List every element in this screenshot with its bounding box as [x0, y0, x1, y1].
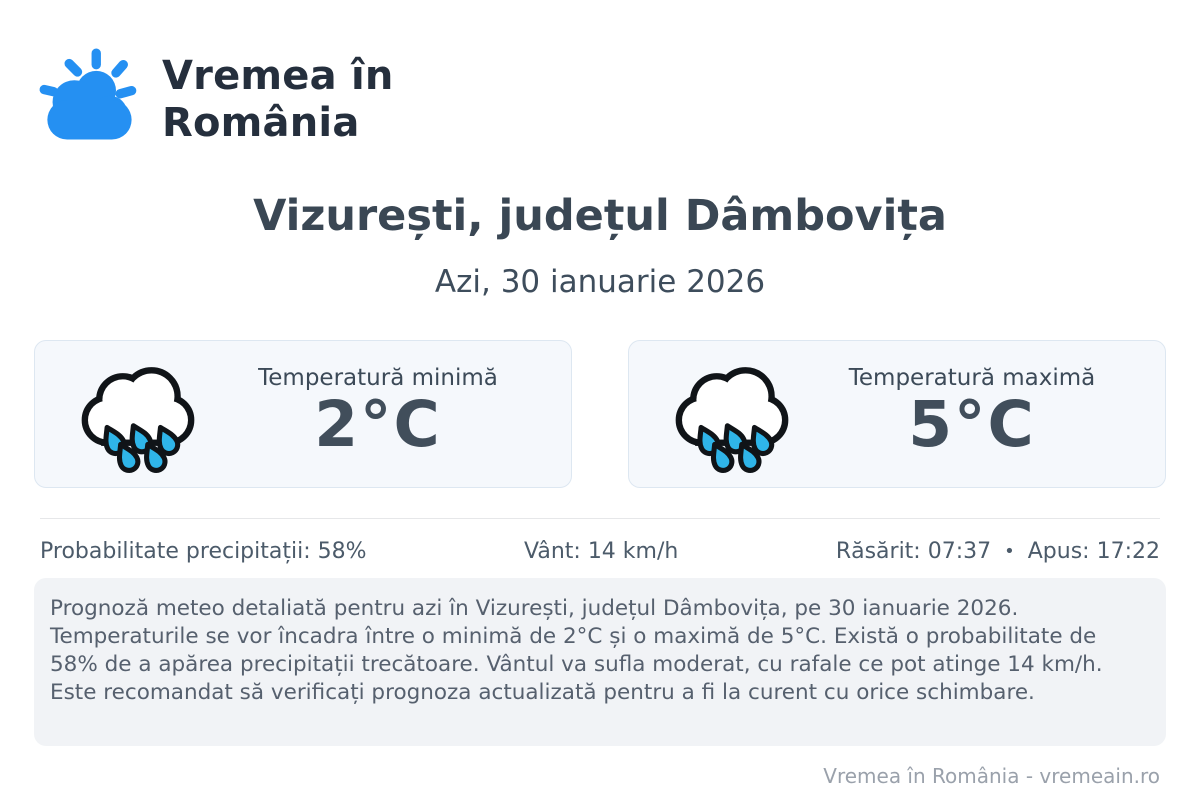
- temperature-cards: [34, 340, 1166, 488]
- brand-name: [162, 53, 394, 147]
- forecast-description: Prognoză meteo detaliată pentru azi în Vizurești, județul Dâmbovița, pe 30 ianuarie 2026. Temperaturile se vor încadra între o minimă de 2°C și o maximă de 5°C. Există o probabilitate de 58% de a apărea precipitații trecătoare. Vântul va sufla moderat, cu rafale ce pot atinge 14 km/h. Este recomandat să verificați prognoza actualizată pentru a fi la curent cu orice schimbare.: [34, 578, 1166, 746]
- sunrise-time: Răsărit: 07:37: [835, 539, 992, 564]
- bullet-separator: •: [1004, 541, 1015, 562]
- page-subtitle: Azi, 30 ianuarie 2026: [434, 264, 766, 300]
- max-temperature-label: Temperatură maximă: [848, 364, 1096, 391]
- min-temperature-value: 2°C: [314, 387, 442, 461]
- max-temperature-value: 5°C: [908, 387, 1036, 461]
- precipitation-probability: Probabilitate precipitații: 58%: [40, 539, 367, 564]
- brand-name-line1: Vremea în: [162, 53, 394, 100]
- rain-cloud-icon: [77, 352, 199, 478]
- stats-divider: [40, 518, 1160, 519]
- sunset-time: Apus: 17:22: [1027, 539, 1160, 564]
- max-temperature-text: [793, 364, 1151, 461]
- min-temperature-text: [199, 364, 557, 461]
- footer-credit: Vremea în România - vremeain.ro: [823, 764, 1160, 788]
- wind-speed: Vânt: 14 km/h: [524, 539, 679, 564]
- page-title: Vizurești, județul Dâmbovița: [253, 191, 947, 241]
- brand-name-line2: România: [162, 100, 360, 146]
- rain-cloud-icon: [671, 352, 793, 478]
- min-temperature-label: Temperatură minimă: [258, 364, 498, 391]
- sun-behind-cloud-icon: [38, 44, 142, 156]
- min-temperature-card: [34, 340, 572, 488]
- stats-row: [40, 539, 1160, 564]
- max-temperature-card: [628, 340, 1166, 488]
- brand-logo: [38, 44, 394, 156]
- sun-times: [836, 539, 1160, 564]
